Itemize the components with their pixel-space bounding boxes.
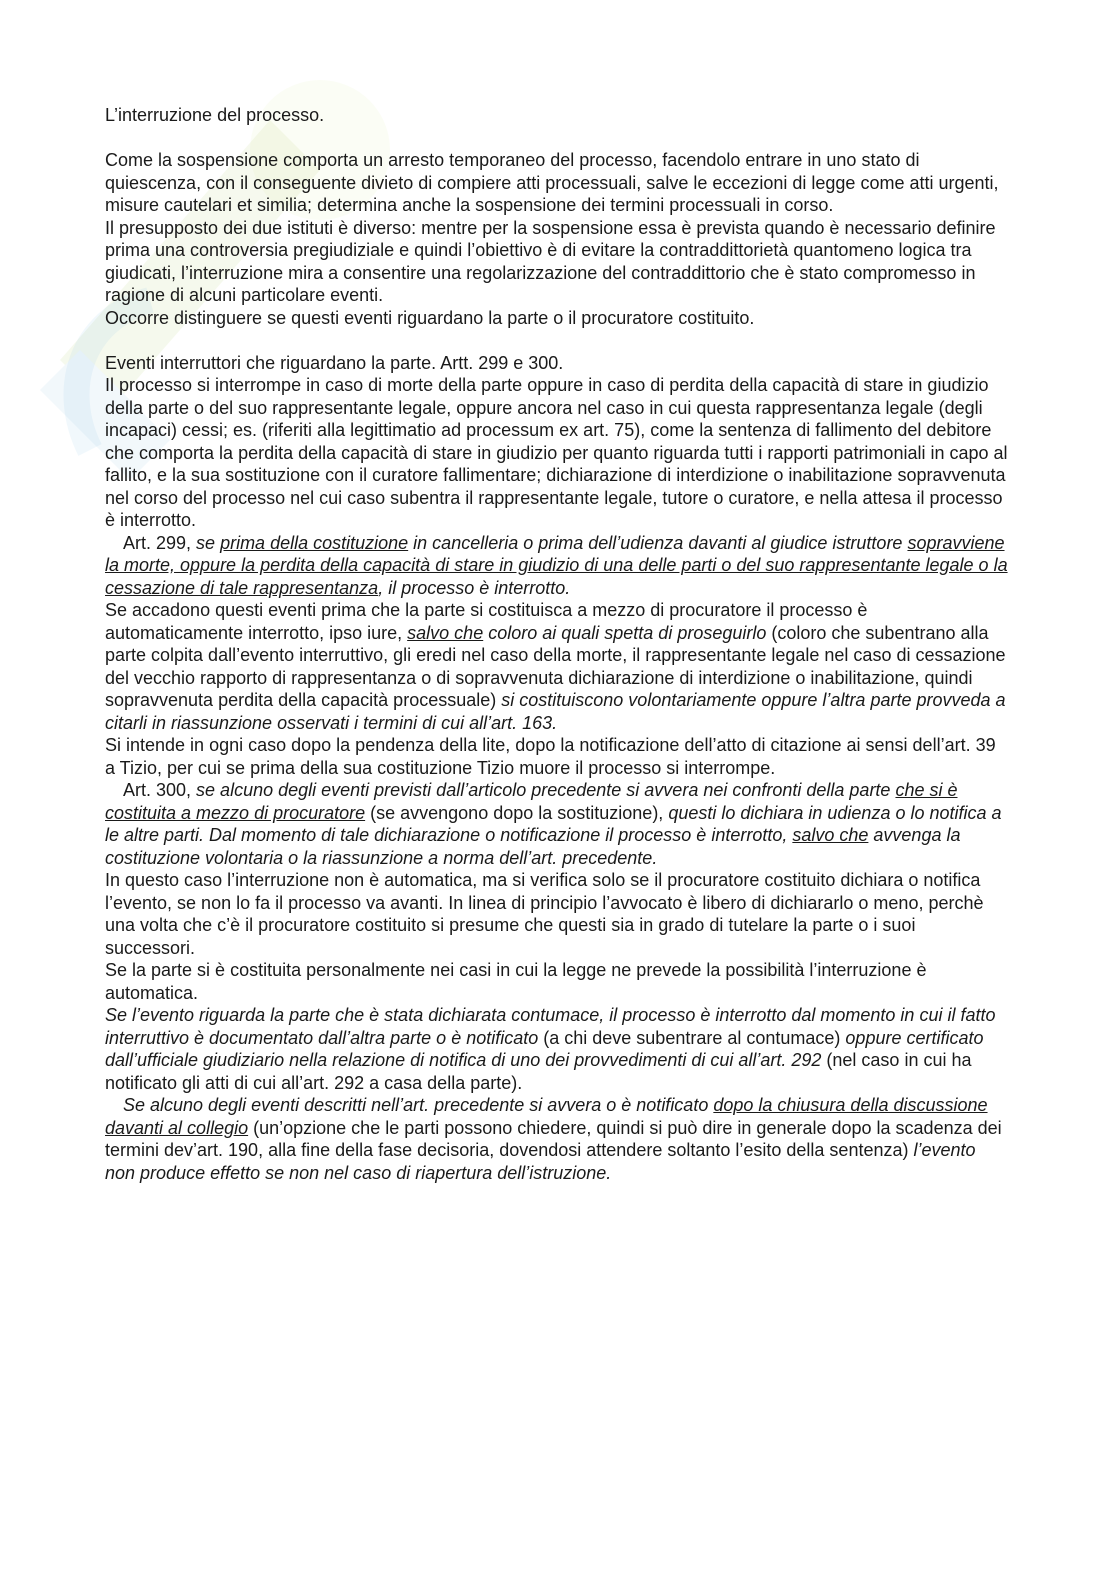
text-span: (un’opzione che le parti possono chiedere, quindi si può dire in generale dopo la scadenza dei termini dev’art. 190, alla fine della fase decisoria, dovendosi attendere soltanto l’esito della sentenza) bbox=[105, 1117, 1002, 1160]
paragraph bbox=[105, 217, 1010, 307]
italic-text: l’evento non produce effetto se non nel caso di riapertura dell’istruzione. bbox=[105, 1140, 976, 1183]
italic-text: si costituiscono volontariamente oppure l’altra parte provveda a citarli in riassunzione osservati i termini di cui all’art. 163. bbox=[105, 690, 1006, 733]
italic-text: se bbox=[196, 532, 221, 553]
paragraph bbox=[105, 599, 1010, 734]
underlined-text: salvo che bbox=[792, 825, 869, 845]
italic-text: in cancelleria o prima dell’udienza davanti al giudice istruttore bbox=[408, 532, 908, 553]
text-span: Il presupposto dei due istituti è diverso: mentre per la sospensione essa è prevista quando è necessario definire prima una controversia pregiudiziale e quindi l’obiettivo è di evitare la contraddittorietà quantomeno logica tra giudicati, l’interruzione mira a consentire una regolarizzazione del contraddittorio che è stato compromesso in ragione di alcuni particolare eventi. bbox=[105, 217, 996, 305]
italic-text: Se alcuno degli eventi descritti nell’art. precedente si avvera o è notificato bbox=[123, 1095, 714, 1115]
text-span: (se avvengono dopo la sostituzione), bbox=[365, 802, 669, 823]
italic-text: questi lo dichiara in udienza o lo notifica a le altre parti. Dal momento di tale dichiarazione o notificazione il processo è interrotto, bbox=[105, 802, 1002, 845]
underlined-text: sopravviene la morte, oppure la perdita della capacità di stare in giudizio di una delle parti o del suo rappresentante legale o la cessazione di tale rappresentanza bbox=[105, 532, 1008, 598]
text-span: Il processo si interrompe in caso di morte della parte oppure in caso di perdita della capacità di stare in giudizio della parte o del suo rappresentante legale, oppure ancora nel caso in cui questa rappresentanza legale (degli incapaci) cessi; es. (riferiti alla legittimatio ad processum ex art. 75), come la sentenza di fallimento del debitore che comporta la perdita della capacità di stare in giudizio per quanto riguarda tutti i rapporti patrimoniali in capo al fallito, e la sua sostituzione con il curatore fallimentare; dichiarazione di interdizione o inabilitazione sopravvenuta nel corso del processo nel cui caso subentra il rappresentante legale, tutore o curatore, e nella attesa il processo è interrotto. bbox=[105, 375, 1008, 530]
text-span: Se la parte si è costituita personalmente nei casi in cui la legge ne prevede la possibilità l’interruzione è automatica. bbox=[105, 960, 927, 1003]
text-span: In questo caso l’interruzione non è automatica, ma si verifica solo se il procuratore costituito dichiara o notifica l’evento, se non lo fa il processo va avanti. In linea di principio l’avvocato è libero di dichiararlo o meno, perchè una volta che c’è il procuratore costituito si presume che questi sia in grado di tutelare la parte o i suoi successori. bbox=[105, 870, 984, 958]
underlined-text: prima della costituzione bbox=[220, 532, 409, 553]
italic-text: coloro ai quali spetta di proseguirlo bbox=[483, 622, 767, 643]
document-title: L’interruzione del processo. bbox=[105, 105, 325, 125]
underlined-text: salvo che bbox=[407, 622, 484, 643]
underlined-text: che si è costituita a mezzo di procuratore bbox=[105, 780, 958, 823]
document-page bbox=[105, 104, 1010, 1184]
text-span: Come la sospensione comporta un arresto temporaneo del processo, facendolo entrare in uno stato di quiescenza, con il conseguente divieto di compiere atti processuali, salve le eccezioni di legge come atti urgenti, misure cautelari et similia; determina anche la sospensione dei termini processuali in corso. bbox=[105, 150, 999, 215]
text-span: (nel caso in cui ha notificato gli atti di cui all’art. 292 a casa della parte). bbox=[105, 1050, 972, 1093]
italic-text: Se l’evento riguarda la parte che è stata dichiarata contumace, il processo è interrotto dal momento in cui il fatto interruttivo è documentato dall’altra parte o è notificato bbox=[105, 1005, 996, 1048]
paragraph bbox=[105, 1094, 1010, 1184]
paragraph bbox=[105, 374, 1010, 532]
text-span: Art. 299, bbox=[123, 532, 197, 553]
paragraph bbox=[105, 352, 1010, 375]
paragraph bbox=[105, 734, 1010, 779]
italic-text: , il processo è interrotto. bbox=[378, 577, 571, 598]
paragraph bbox=[105, 532, 1010, 600]
text-span: Eventi interruttori che riguardano la parte. Artt. 299 e 300. bbox=[105, 352, 564, 373]
document-body bbox=[105, 149, 1010, 1184]
paragraph bbox=[105, 959, 1010, 1004]
text-span: Se accadono questi eventi prima che la parte si costituisca a mezzo di procuratore il processo è automaticamente interrotto, ipso iure, bbox=[105, 600, 868, 643]
text-span: Occorre distinguere se questi eventi riguardano la parte o il procuratore costituito. bbox=[105, 307, 755, 328]
italic-text: avvenga la costituzione volontaria o la riassunzione a norma dell’art. precedente. bbox=[105, 825, 961, 868]
italic-text: oppure certificato dall’ufficiale giudiziario nella relazione di notifica di uno dei provvedimenti di cui all’art. 292 bbox=[105, 1027, 984, 1070]
text-span: (a chi deve subentrare al contumace) bbox=[538, 1027, 846, 1048]
text-span: Si intende in ogni caso dopo la pendenza della lite, dopo la notificazione dell’atto di citazione ai sensi dell’art. 39 a Tizio, per cui se prima della sua costituzione Tizio muore il processo si interrompe. bbox=[105, 735, 996, 778]
paragraph bbox=[105, 149, 1010, 217]
paragraph bbox=[105, 307, 1010, 330]
paragraph bbox=[105, 779, 1010, 869]
text-span: (coloro che subentrano alla parte colpita dall’evento interruttivo, gli eredi nel caso della morte, il rappresentante legale nel caso di cessazione del vecchio rapporto di rappresentanza o di sopravvenuta dichiarazione di interdizione o inabilitazione, quindi sopravvenuta perdita della capacità processuale) bbox=[105, 622, 1006, 710]
text-span: Art. 300, bbox=[123, 780, 197, 800]
underlined-text: dopo la chiusura della discussione davanti al collegio bbox=[105, 1095, 988, 1138]
paragraph bbox=[105, 1004, 1010, 1094]
paragraph bbox=[105, 869, 1010, 959]
italic-text: se alcuno degli eventi previsti dall’articolo precedente si avvera nei confronti della parte bbox=[196, 780, 896, 800]
